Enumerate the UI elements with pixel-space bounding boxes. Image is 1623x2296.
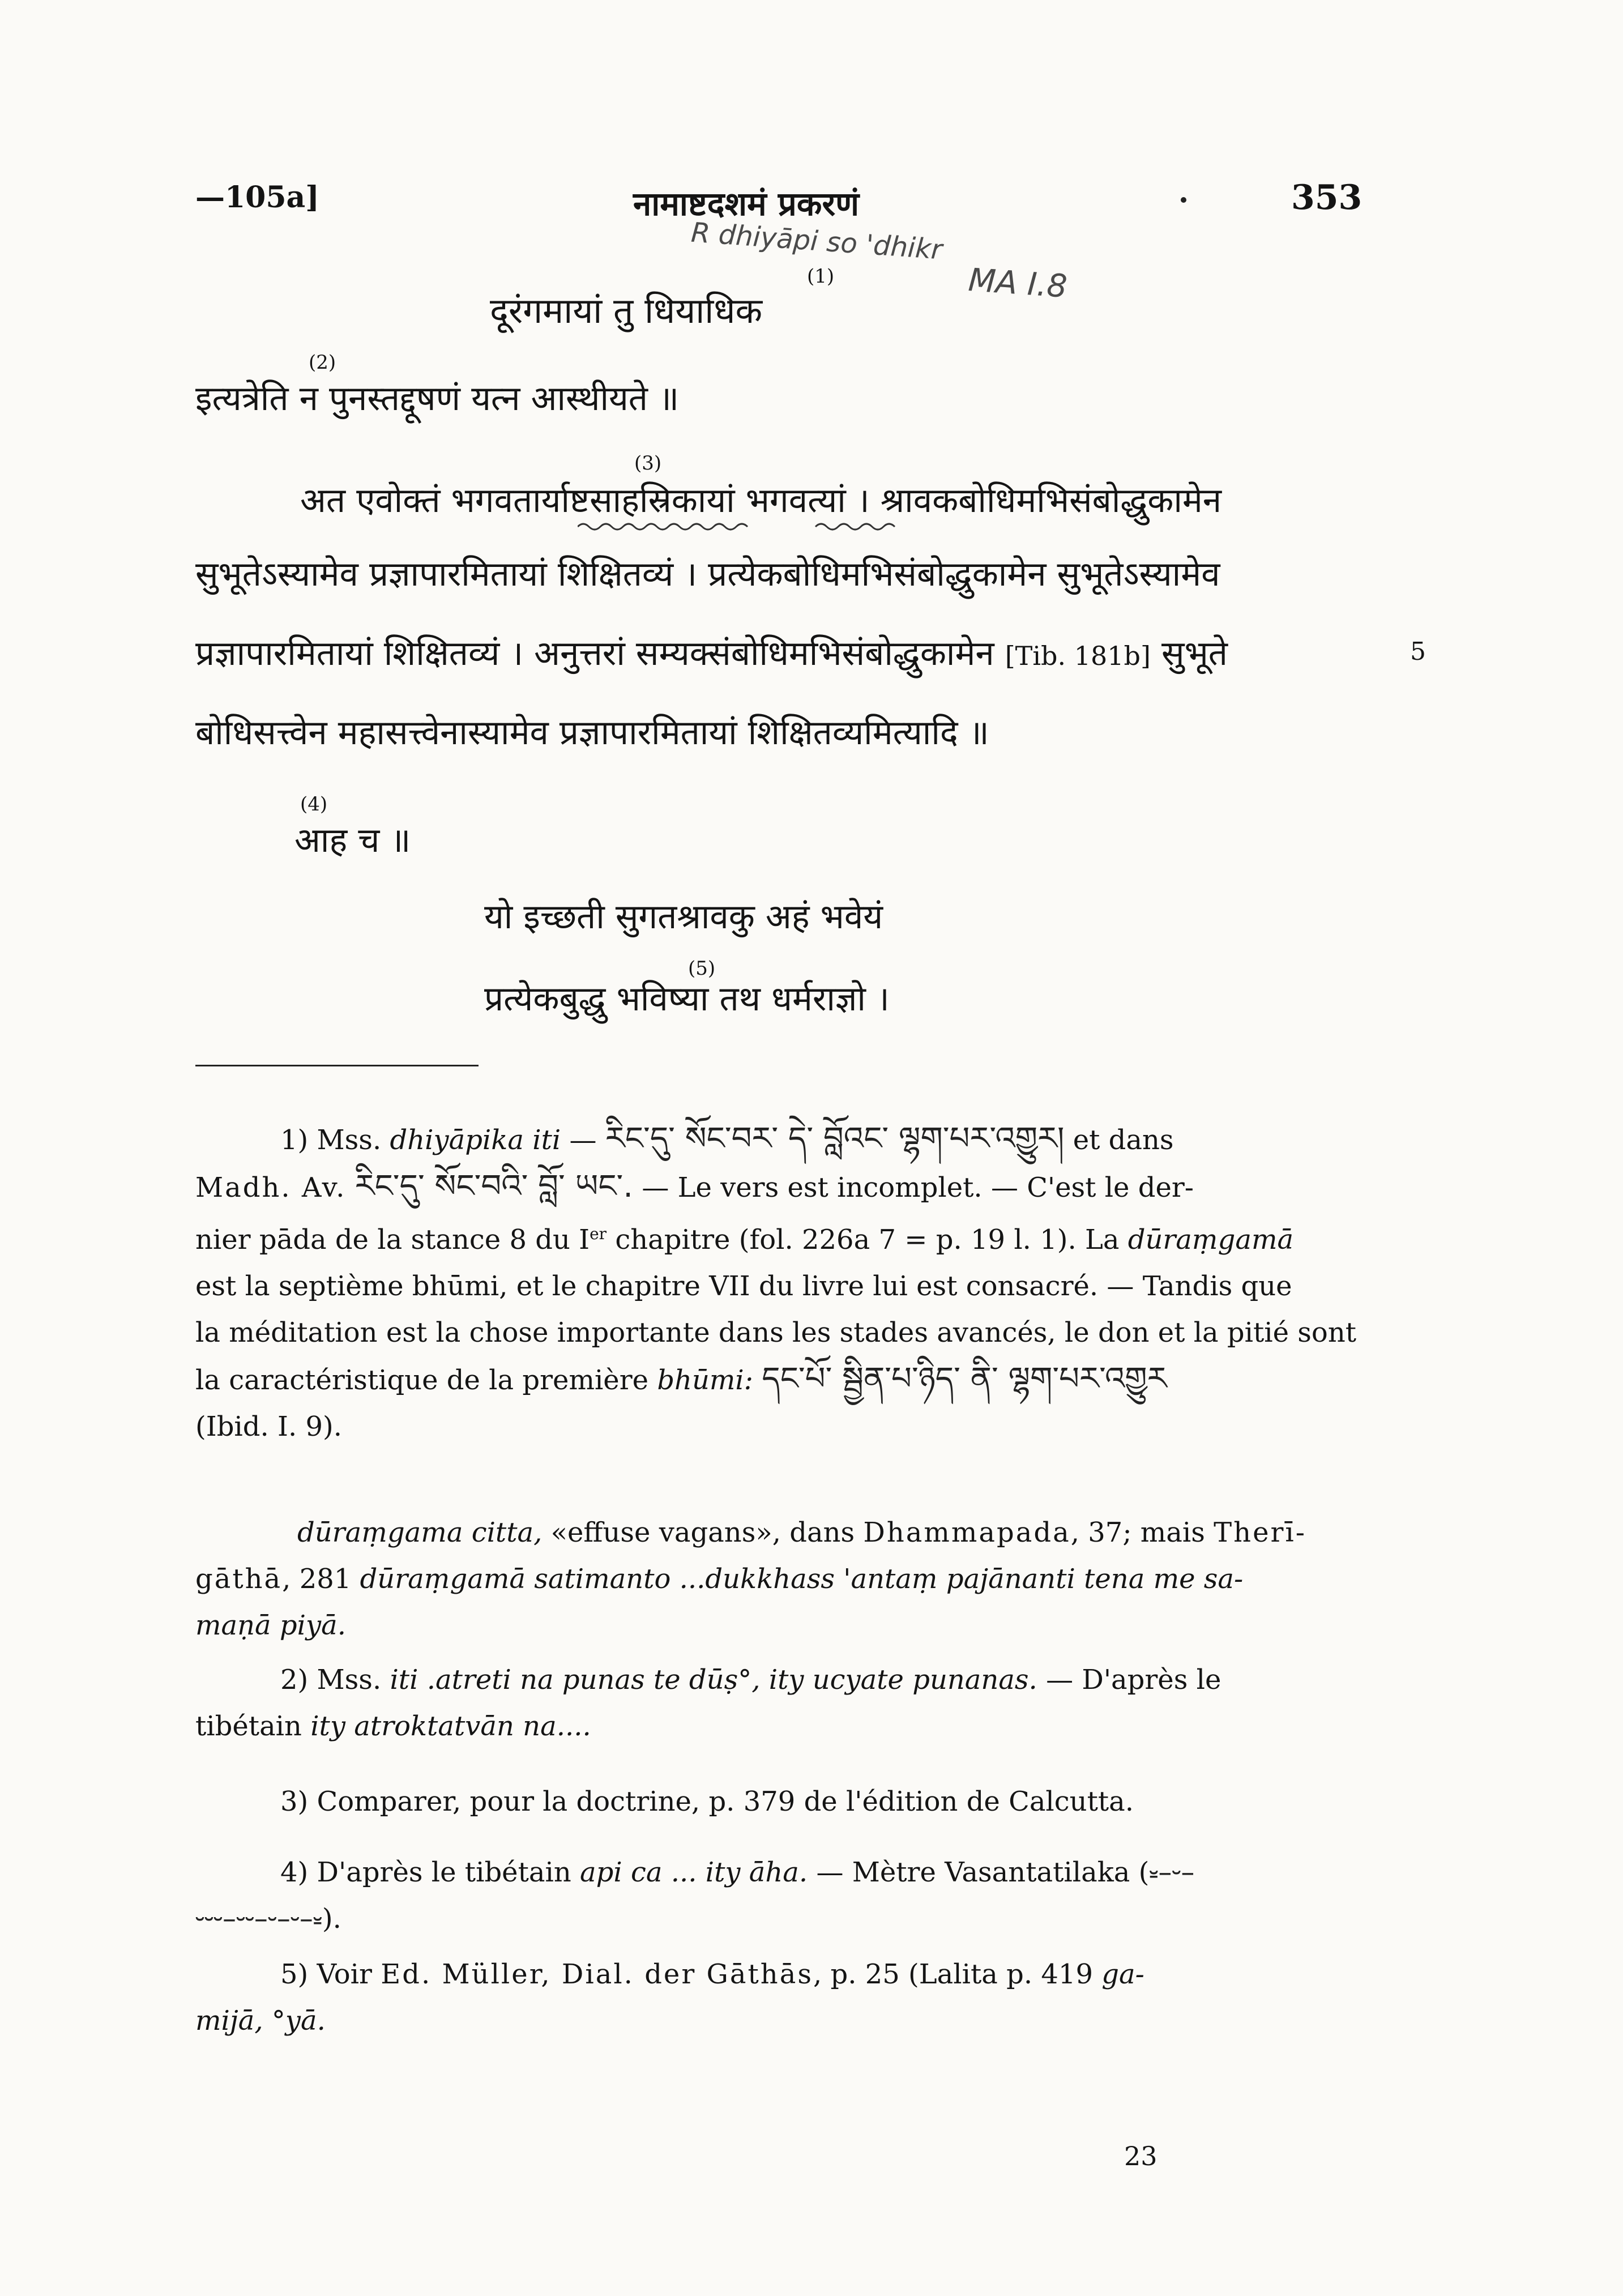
main-line-3-text: प्रज्ञापारमितायां शिक्षितव्यं । अनुत्तरां सम्यक्संबोधिमभिसंबोद्धुकामेन (195, 634, 994, 673)
fn1-line5: la méditation est la chose importante dans les stades avancés, le don et la pitié sont (195, 1317, 1357, 1348)
fn5-muller: Ed. Müller, Dial. der Gāthās (381, 1958, 813, 1990)
aha-line: आह च ॥ (294, 821, 411, 860)
footnote-1 (195, 1116, 1373, 1450)
main-line-1: अत एवोक्तं भगवतार्याष्टसाहस्रिकायां भगवत्यां । श्रावकबोधिमभिसंबोद्धुकामेन (300, 481, 1222, 520)
footnote-marker-1: (1) (807, 265, 835, 288)
verse-line-2: प्रत्येकबुद्धु भविष्या तथ धर्मराज्ञो । (484, 979, 890, 1019)
footnote-marker-4: (4) (300, 793, 328, 816)
page-number: 353 (1291, 178, 1363, 217)
footnote-rule (195, 1065, 479, 1066)
footnote-4 (195, 1849, 1373, 1942)
fn1-line3-a: nier pāda de la stance 8 du I (195, 1224, 590, 1256)
fn2-line1-b: — D'après le (1037, 1664, 1221, 1696)
fn1b-line3: maṇā piyā. (195, 1610, 346, 1641)
handwritten-annotation-line2: MA I.8 (967, 261, 1069, 306)
footnote-2 (195, 1657, 1373, 1749)
footnote-5 (195, 1951, 1373, 2044)
fn1-line6-a: la caractéristique de la première (195, 1364, 657, 1396)
fn1b-duramgama-citta: dūraṃgama citta, (297, 1517, 543, 1548)
fn1-mss-reading: dhiyāpika iti (390, 1124, 561, 1156)
fn4-meter-2: ⏑⏑⏑–⏑⏑–⏑–⏑–⏓ (195, 1903, 322, 1935)
running-head-title: नामाष्टदशमं प्रकरणं (633, 185, 860, 223)
fn4-tibetan-reading: api ca ... ity āha. (580, 1857, 808, 1888)
fn1-line4: est la septième bhūmi, et le chapitre VII du livre lui est consacré. — Tandis que (195, 1270, 1292, 1302)
running-head-left: —105a] (195, 180, 319, 215)
footnote-marker-3: (3) (634, 452, 662, 475)
fn1-label: 1) Mss. (280, 1124, 382, 1156)
fn1-bhumi: bhūmi: (657, 1364, 753, 1396)
fn2-line2-a: tibétain (195, 1710, 311, 1742)
fn2-tibetan-reading: ity atroktatvān na.... (310, 1710, 591, 1742)
main-line-3 (195, 629, 1228, 675)
main-line-4: बोधिसत्त्वेन महासत्त्वेनास्यामेव प्रज्ञापारमितायां शिक्षितव्यमित्यादि ॥ (195, 713, 989, 753)
fn1b-gatha: gāthā (195, 1563, 283, 1595)
itya-text-a: इत्यत्रेति (195, 379, 289, 419)
fn1b-line2-b: , 281 (282, 1563, 360, 1595)
margin-line-number: 5 (1410, 637, 1426, 666)
fn1b-quote: dūraṃgamā satimanto ...dukkhass 'antaṃ pajānanti tena me sa- (360, 1563, 1244, 1595)
handwritten-annotation-line1: R dhiyāpi so 'dhikr (690, 216, 943, 266)
footnote-marker-5: (5) (688, 957, 716, 980)
footnote-marker-2: (2) (309, 351, 336, 374)
fn5-gamija: ga- (1101, 1958, 1144, 1990)
fn4-line1-b: — Mètre Vasantatilaka ( (808, 1857, 1150, 1888)
fn1-madh-av: Madh. Av. (195, 1172, 347, 1204)
fn1b-line1-b: «effuse vagans», dans (542, 1517, 864, 1548)
verse-quote-text: दूरंगमायां तु धियाधिक (490, 290, 763, 331)
fn2-label: 2) Mss. (280, 1664, 390, 1696)
fn1b-dhammapada: Dhammapada (863, 1517, 1071, 1548)
fn1-line7: (Ibid. I. 9). (195, 1411, 343, 1443)
fn5-line1-a: 5) Voir (280, 1958, 381, 1990)
fn4-line2-end: ). (322, 1903, 341, 1935)
itya-line (195, 374, 679, 420)
dot-mark (1181, 197, 1186, 203)
fn1-tibetan-1: རིང་དུ་ སོང་བར་ དེ་ བློའང་ ལྷག་པར་འགྱུར། (605, 1120, 1065, 1157)
fn1-line1-end: et dans (1073, 1124, 1174, 1156)
fn3-text: 3) Comparer, pour la doctrine, p. 379 de l'édition de Calcutta. (280, 1786, 1134, 1817)
signature-mark: 23 (1124, 2141, 1158, 2171)
fn5-line2: mijā, °yā. (195, 2005, 326, 2037)
fn1-line2-end: — Le vers est incomplet. — C'est le der- (642, 1172, 1194, 1204)
main-line-3-end: सुभूते (1161, 634, 1228, 673)
fn4-meter-1: ⏓–⏑– (1149, 1857, 1195, 1888)
fn2-mss-reading: iti .atreti na punas te dūṣ°, ity ucyate punanas. (390, 1664, 1037, 1696)
fn1-line3-sup: er (590, 1224, 607, 1243)
fn1-line3-b: chapitre (fol. 226a 7 = p. 19 l. 1). La (607, 1224, 1128, 1256)
fn1b-line1-c: , 37; mais (1070, 1517, 1214, 1548)
fn1b-theri: Therī- (1214, 1517, 1306, 1548)
footnote-3 (195, 1778, 1373, 1825)
footnote-1b (195, 1509, 1373, 1649)
fn5-line1-b: , p. 25 (Lalita p. 419 (813, 1958, 1102, 1990)
verse-line-1: यो इच्छती सुगतश्रावकु अहं भवेयं (484, 897, 883, 937)
fn1-duramgama: dūraṃgamā (1127, 1224, 1294, 1256)
wavy-underline (578, 521, 906, 532)
itya-text-b: न पुनस्तद्दूषणं यत्न आस्थीयते ॥ (288, 379, 680, 419)
tibetan-folio-ref: [Tib. 181b] (1005, 641, 1151, 671)
main-line-2: सुभूतेऽस्यामेव प्रज्ञापारमितायां शिक्षितव्यं । प्रत्येकबोधिमभिसंबोद्धुकामेन सुभूतेऽस्यामेव (195, 554, 1220, 594)
fn1-dash: — (569, 1124, 597, 1156)
fn1-tibetan-3: དང་པོ་ སྦྱིན་པ་ཉིད་ ནི་ ལྷག་པར་འགྱུར (762, 1360, 1167, 1397)
verse-quote-line (490, 286, 762, 334)
fn4-line1-a: 4) D'après le tibétain (280, 1857, 580, 1888)
fn1-tibetan-2: རིང་དུ་ སོང་བའི་ བློ་ ཡང་. (355, 1168, 634, 1205)
